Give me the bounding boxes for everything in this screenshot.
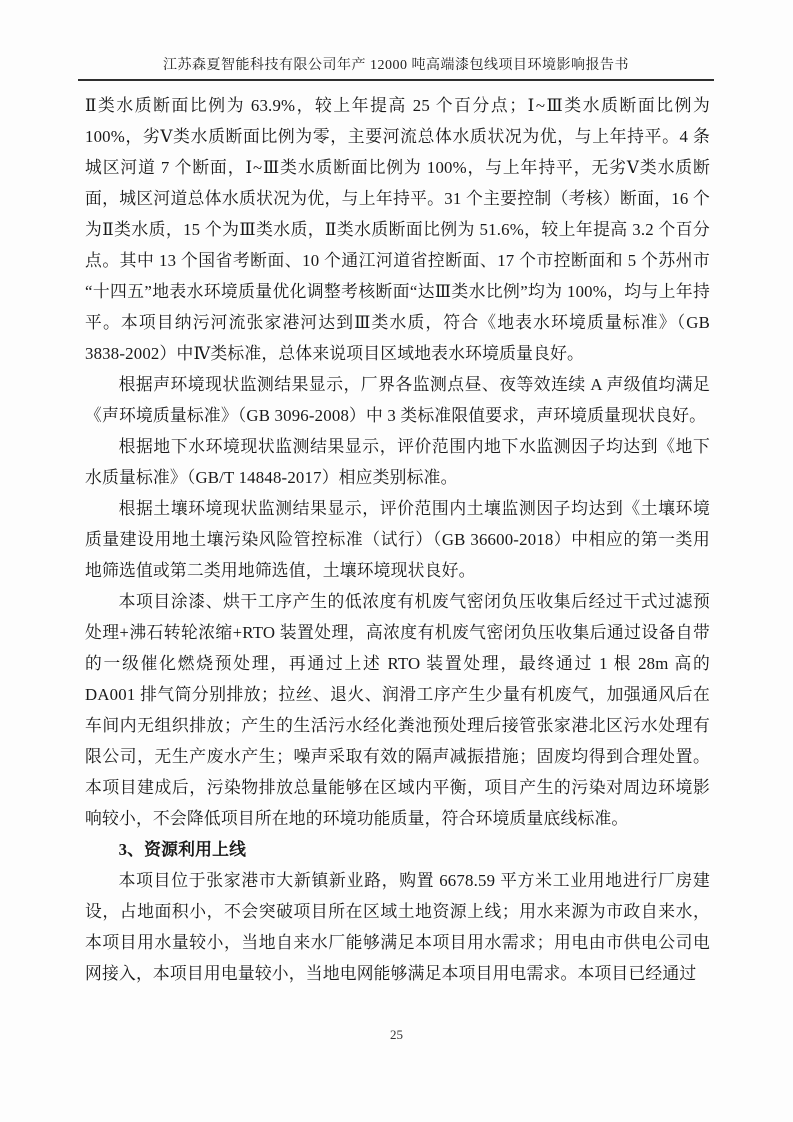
paragraph-noise-environment: 根据声环境现状监测结果显示，厂界各监测点昼、夜等效连续 A 声级值均满足《声环境质量标准》（GB 3096-2008）中 3 类标准限值要求，声环境质量现状良好。 [85,375,710,425]
header-divider-rule [78,79,714,81]
section-heading-resource-utilization: 3、资源利用上线 [118,840,247,859]
paragraph-groundwater: 根据地下水环境现状监测结果显示，评价范围内地下水监测因子均达到《地下水质量标准》（GB/T 14848-2017）相应类别标准。 [85,437,710,487]
document-body [85,90,710,989]
paragraph-waste-gas-treatment: 本项目涂漆、烘干工序产生的低浓度有机废气密闭负压收集后经过干式过滤预处理+沸石转轮浓缩+RTO 装置处理，高浓度有机废气密闭负压收集后通过设备自带的一级催化燃烧预处理，再通过上述 RTO 装置处理，最终通过 1 根 28m 高的 DA001 排气筒分别排放；拉丝、退火、润滑工序产生少量有机废气，加强通风后在车间内无组织排放；产生的生活污水经化粪池预处理后接管张家港北区污水处理有限公司，无生产废水产生；噪声采取有效的隔声减振措施；固废均得到合理处置。本项目建成后，污染物排放总量能够在区域内平衡，项目产生的污染对周边环境影响较小，不会降低项目所在地的环境功能质量，符合环境质量底线标准。 [85,592,710,828]
page-number: 25 [390,1027,403,1042]
page-header [78,57,714,75]
paragraph-surface-water-quality: Ⅱ类水质断面比例为 63.9%，较上年提高 25 个百分点；Ⅰ~Ⅲ类水质断面比例为 100%，劣Ⅴ类水质断面比例为零，主要河流总体水质状况为优，与上年持平。4 条城区河道 7 个断面，Ⅰ~Ⅲ类水质断面比例为 100%，与上年持平，无劣Ⅴ类水质断面，城区河道总体水质状况为优，与上年持平。31 个主要控制（考核）断面，16 个为Ⅱ类水质，15 个为Ⅲ类水质，Ⅱ类水质断面比例为 51.6%，较上年提高 3.2 个百分点。其中 13 个国省考断面、10 个通江河道省控断面、17 个市控断面和 5 个苏州市“十四五”地表水环境质量优化调整考核断面“达Ⅲ类水比例”均为 100%，均与上年持平。本项目纳污河流张家港河达到Ⅲ类水质，符合《地表水环境质量标准》（GB 3838-2002）中Ⅳ类标准，总体来说项目区域地表水环境质量良好。 [85,96,710,363]
header-title: 江苏森夏智能科技有限公司年产 12000 吨高端漆包线项目环境影响报告书 [163,58,629,73]
paragraph-resource-utilization: 本项目位于张家港市大新镇新业路，购置 6678.59 平方米工业用地进行厂房建设，占地面积小，不会突破项目所在区域土地资源上线；用水来源为市政自来水，本项目用水量较小，当地自来水厂能够满足本项目用水需求；用电由市供电公司电网接入，本项目用电量较小，当地电网能够满足本项目用电需求。本项目已经通过 [85,871,710,983]
paragraph-soil-environment: 根据土壤环境现状监测结果显示，评价范围内土壤监测因子均达到《土壤环境质量建设用地土壤污染风险管控标准（试行）（GB 36600-2018）中相应的第一类用地筛选值或第二类用地筛选值，土壤环境现状良好。 [85,499,710,580]
page-footer [0,1026,793,1044]
